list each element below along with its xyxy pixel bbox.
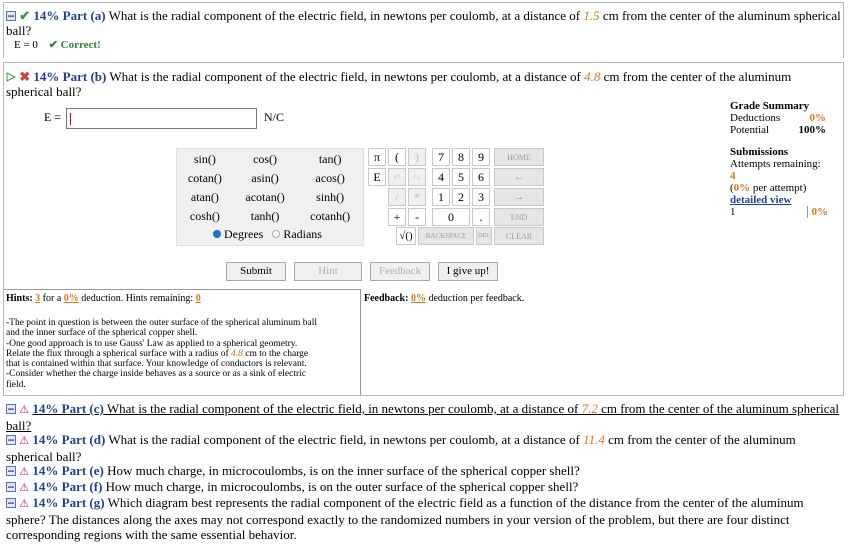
part-a-question [6, 8, 842, 38]
part-c-text: What is the radial component of the electric field, in newtons per coulomb, at a distance of [106, 401, 579, 416]
part-g-text: Which diagram best represents the radial component of the electric field as a function of the distance from the center of the aluminum [107, 495, 804, 510]
collapse-icon[interactable] [6, 435, 16, 445]
collapse-icon[interactable] [6, 466, 16, 476]
hints-label: Hints: [6, 293, 33, 304]
submission-row [730, 206, 828, 218]
part-d-question[interactable] [6, 432, 844, 464]
backspace-key[interactable]: BACKSPACE [418, 227, 474, 245]
digit-8-key[interactable]: 8 [452, 148, 470, 166]
feedback-pct: 0% [410, 293, 426, 304]
hints-count: 3 [35, 293, 41, 304]
digit-2-key[interactable]: 2 [452, 188, 470, 206]
submit-button[interactable]: Submit [226, 262, 286, 281]
part-a-prefix[interactable]: 14% Part (a) [33, 8, 106, 23]
part-a-text2: cm from the center of the aluminum spherical [602, 8, 841, 23]
warning-icon: ⚠ [19, 498, 30, 510]
correct-label: Correct! [60, 39, 101, 51]
submission-value: 0% [807, 206, 829, 218]
attempts-value: 4 [730, 170, 736, 182]
part-d-text: What is the radial component of the electric field, in newtons per coulomb, at a distance of [108, 432, 580, 447]
part-e-text: How much charge, in microcoulombs, is on the inner surface of the spherical copper shell? [107, 463, 580, 478]
submissions [730, 146, 828, 218]
part-a-answer-row [14, 38, 101, 51]
part-c-question[interactable] [6, 401, 844, 433]
part-b-prefix[interactable]: 14% Part (b) [33, 69, 107, 84]
part-e-question[interactable] [6, 463, 844, 480]
part-d-text2: cm from the center of the aluminum [608, 432, 796, 447]
angle-mode [177, 227, 363, 242]
digit-7-key[interactable]: 7 [432, 148, 450, 166]
right-paren-key[interactable]: ) [408, 148, 426, 166]
cos-key[interactable]: cos() [253, 152, 278, 166]
feedback-button[interactable]: Feedback [370, 262, 430, 281]
per-attempt-label: per attempt) [752, 182, 807, 194]
tanh-key[interactable]: tanh() [250, 209, 280, 223]
part-g-text2: sphere? The distances along the axes may not correspond exactly to the randomized numbers in your version of the problem, but there are four distinct [6, 512, 790, 527]
part-a-value: 1.5 [583, 8, 600, 23]
pi-key[interactable]: π [368, 148, 386, 166]
sqrt-key[interactable]: √() [396, 227, 416, 245]
part-b-text3: spherical ball? [6, 84, 82, 99]
deductions-label: Deductions [730, 112, 781, 124]
answer-input[interactable] [66, 108, 257, 129]
warning-icon: ⚠ [19, 466, 30, 478]
give-up-button[interactable]: I give up! [438, 262, 498, 281]
e-key[interactable]: E [368, 168, 386, 186]
potential-row [730, 124, 826, 136]
part-g-prefix[interactable]: 14% Part (g) [32, 495, 105, 510]
digit-6-key[interactable]: 6 [472, 168, 490, 186]
part-a-text3: ball? [6, 23, 32, 38]
del-key[interactable]: DEL [476, 227, 492, 245]
hints-deduction-text: deduction. Hints remaining: [81, 293, 194, 304]
acos-key[interactable]: acos() [315, 171, 345, 185]
warning-icon: ⚠ [19, 435, 30, 447]
slash-key[interactable]: / [388, 188, 406, 206]
plus-key[interactable]: + [388, 208, 406, 226]
deductions-row [730, 112, 826, 124]
degrees-label: Degrees [224, 227, 264, 241]
hint-line: -The point in question is between the outer surface of the spherical aluminum ball [6, 318, 318, 328]
radians-radio[interactable] [272, 230, 280, 238]
per-attempt-value: 0% [733, 182, 751, 194]
digit-5-key[interactable]: 5 [452, 168, 470, 186]
digit-9-key[interactable]: 9 [472, 148, 490, 166]
correct-check-icon: ✔ [48, 39, 58, 51]
part-f-text: How much charge, in microcoulombs, is on the outer surface of the spherical copper shell? [105, 479, 579, 494]
feedback-header [364, 293, 524, 304]
wrong-x-icon: ✖ [19, 69, 31, 84]
minus-key[interactable]: - [408, 208, 426, 226]
hints-remaining: 0 [195, 293, 201, 304]
part-c-text3: ball? [6, 418, 32, 433]
feedback-text: deduction per feedback. [428, 293, 525, 304]
part-c-text2: cm from the center of the aluminum spherical [601, 401, 839, 416]
cosh-key[interactable]: cosh() [189, 209, 220, 223]
right-arrow-key[interactable]: → [494, 188, 544, 206]
degrees-radio[interactable] [213, 230, 221, 238]
hint-line: -One good approach is to use Gauss' Law as applied to a spherical geometry. [6, 338, 298, 349]
numeric-keypad [368, 148, 548, 246]
hint-line: -Consider whether the charge inside behaves as a source or as a sink of electric [6, 369, 307, 380]
expand-arrow-icon[interactable] [6, 72, 16, 82]
feedback-label: Feedback: [364, 293, 409, 304]
part-b-text2: cm from the center of the aluminum [603, 69, 792, 84]
hint-line: and the inner surface of the spherical copper shell. [6, 328, 198, 339]
part-g-text3: corresponding regions with the same essential behavior. [6, 527, 297, 542]
part-b-text: What is the radial component of the electric field, in newtons per coulomb, at a distance of [109, 69, 581, 84]
attempts-row [730, 158, 828, 182]
warning-icon: ⚠ [19, 482, 30, 494]
down-arrow-key[interactable]: ^↓ [408, 168, 426, 186]
asin-key[interactable]: asin() [251, 171, 279, 185]
part-c-prefix[interactable]: 14% Part (c) [32, 401, 104, 416]
radians-label: Radians [283, 227, 322, 241]
part-e-prefix[interactable]: 14% Part (e) [32, 463, 104, 478]
warning-icon: ⚠ [19, 404, 30, 416]
hint-button[interactable]: Hint [294, 262, 362, 281]
hint-text: cm to the charge [245, 348, 309, 359]
left-paren-key[interactable]: ( [388, 148, 406, 166]
deductions-value: 0% [809, 112, 826, 124]
part-a-answer: E = 0 [14, 39, 38, 51]
collapse-icon[interactable] [6, 404, 16, 414]
part-d-text3: spherical ball? [6, 449, 82, 464]
part-a-text: What is the radial component of the electric field, in newtons per coulomb, at a distance of [108, 8, 581, 23]
acotan-key[interactable]: acotan() [245, 190, 285, 204]
left-arrow-key[interactable]: ← [494, 168, 544, 186]
text-caret [70, 113, 71, 125]
submission-number: 1 [730, 206, 736, 218]
hints-for-a: for a [42, 293, 62, 304]
part-d-value: 11.4 [583, 432, 605, 447]
collapse-icon[interactable] [6, 498, 16, 508]
grade-summary [730, 100, 826, 136]
unit-label: N/C [264, 110, 285, 124]
hints-deduction-pct: 0% [63, 293, 79, 304]
clear-key[interactable]: CLEAR [494, 227, 544, 245]
potential-value: 100% [798, 124, 826, 136]
part-c-value: 7.2 [581, 401, 598, 416]
end-key[interactable]: END [494, 208, 544, 226]
digit-0-key[interactable]: 0 [432, 208, 470, 226]
hints-list [6, 318, 358, 390]
hint-line [6, 349, 358, 359]
cotanh-key[interactable]: cotanh() [310, 209, 351, 223]
part-g-question[interactable] [6, 495, 844, 542]
part-f-question[interactable] [6, 479, 844, 496]
answer-label: E = [44, 110, 62, 124]
detailed-view-link[interactable]: detailed view [730, 194, 792, 206]
function-table [177, 150, 363, 226]
submissions-title: Submissions [730, 146, 789, 158]
part-d-prefix[interactable]: 14% Part (d) [32, 432, 106, 447]
hint-radius-value: 4.8 [231, 348, 243, 359]
decimal-key[interactable]: . [472, 208, 490, 226]
hint-line: field. [6, 379, 26, 390]
cotan-key[interactable]: cotan() [187, 171, 222, 185]
part-f-prefix[interactable]: 14% Part (f) [32, 479, 103, 494]
function-keypad [176, 148, 364, 246]
hints-header [6, 293, 201, 304]
digit-1-key[interactable]: 1 [432, 188, 450, 206]
star-key[interactable]: * [408, 188, 426, 206]
tan-key[interactable]: tan() [318, 152, 342, 166]
atan-key[interactable]: atan() [190, 190, 219, 204]
potential-label: Potential [730, 124, 770, 136]
up-arrow-key[interactable]: ↑^ [388, 168, 406, 186]
digit-3-key[interactable]: 3 [472, 188, 490, 206]
collapse-icon[interactable] [6, 11, 16, 21]
digit-4-key[interactable]: 4 [432, 168, 450, 186]
part-b-question [6, 69, 842, 99]
grade-summary-title: Grade Summary [730, 100, 810, 112]
home-key[interactable]: HOME [494, 148, 544, 166]
part-b-value: 4.8 [584, 69, 601, 84]
hint-text: Relate the flux through a spherical surface with a radius of [6, 348, 229, 359]
attempts-label: Attempts remaining: [730, 158, 821, 170]
hint-line: that is contained within that surface. Your knowledge of conductors is relevant. [6, 359, 307, 370]
check-icon: ✔ [19, 8, 31, 23]
sinh-key[interactable]: sinh() [316, 190, 345, 204]
collapse-icon[interactable] [6, 482, 16, 492]
per-attempt-row: (0% per attempt) [730, 182, 807, 194]
sin-key[interactable]: sin() [193, 152, 216, 166]
